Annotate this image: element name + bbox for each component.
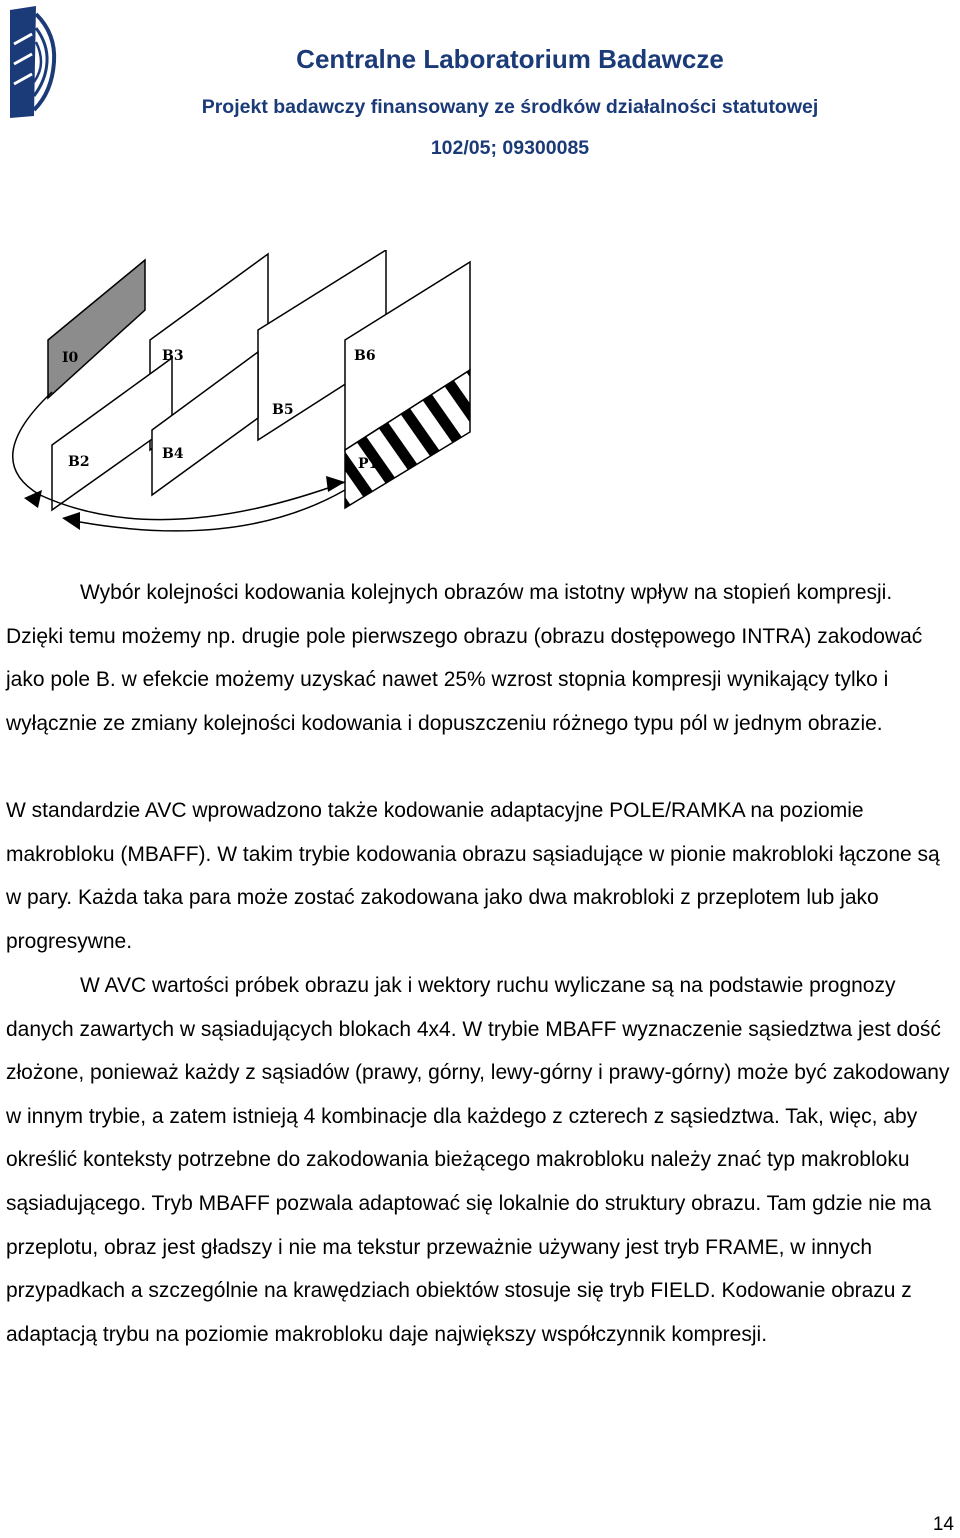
label-b5: B5: [272, 402, 294, 418]
plane-i0: [48, 260, 145, 398]
project-number: 102/05; 09300085: [430, 137, 590, 159]
label-b6: B6: [354, 348, 376, 364]
paragraph-coding-order: Wybór kolejności kodowania kolejnych obrazów ma istotny wpływ na stopień kompresji. Dzięki temu możemy np. drugie pole pierwszego obrazu (obrazu dostępowego INTRA) zakodować jako pole B. w efekcie możemy uzyskać nawet 25% wzrost stopnia kompresji wynikający tylko i wyłącznie ze zmiany kolejności kodowania i dopuszczeniu różnego typu pól w jednym obrazie.: [6, 581, 923, 735]
label-i0: I0: [62, 350, 79, 366]
paragraph-mbaff: W standardzie AVC wprowadzono także kodowanie adaptacyjne POLE/RAMKA na poziomie makrobloku (MBAFF). W takim trybie kodowania obrazu sąsiadujące w pionie makrobloki łączone są w pary. Każda taka para może zostać zakodowana jako dwa makrobloki z przeplotem lub jako progresywne.: [6, 799, 940, 953]
institution-name: Centralne Laboratorium Badawcze: [296, 44, 724, 74]
label-p1: P1: [358, 456, 379, 472]
arrow-head-left: [24, 490, 42, 508]
arrow-head-right: [326, 476, 345, 492]
page-number: 14: [932, 1514, 954, 1535]
arrow-head-lower: [62, 512, 80, 530]
label-b3: B3: [162, 348, 184, 364]
label-b2: B2: [68, 454, 90, 470]
field-coding-order-diagram: [0, 250, 960, 550]
institution-logo: [4, 4, 62, 120]
project-description: Projekt badawczy finansowany ze środków działalności statutowej: [201, 96, 819, 118]
paragraph-neighbourhood: W AVC wartości próbek obrazu jak i wektory ruchu wyliczane są na podstawie prognozy danych zawartych w sąsiadujących blokach 4x4. W trybie MBAFF wyznaczenie sąsiedztwa jest dość złożone, ponieważ każdy z sąsiadów (prawy, górny, lewy-górny i prawy-górny) może być zakodowany w innym trybie, a zatem istnieją 4 kombinacje dla każdego z czterech z sąsiedztwa. Tak, więc, aby określić konteksty potrzebne do zakodowania bieżącego makrobloku należy znać typ makrobloku sąsiadującego. Tryb MBAFF pozwala adaptować się lokalnie do struktury obrazu. Tam gdzie nie ma przeplotu, obraz jest gładszy i nie ma tekstur przeważnie używany jest tryb FRAME, w innych przypadkach a szczególnie na krawędziach obiektów stosuje się tryb FIELD. Kodowanie obrazu z adaptacją trybu na poziomie makrobloku daje największy współczynnik kompresji.: [6, 974, 950, 1346]
label-b4: B4: [162, 446, 184, 462]
